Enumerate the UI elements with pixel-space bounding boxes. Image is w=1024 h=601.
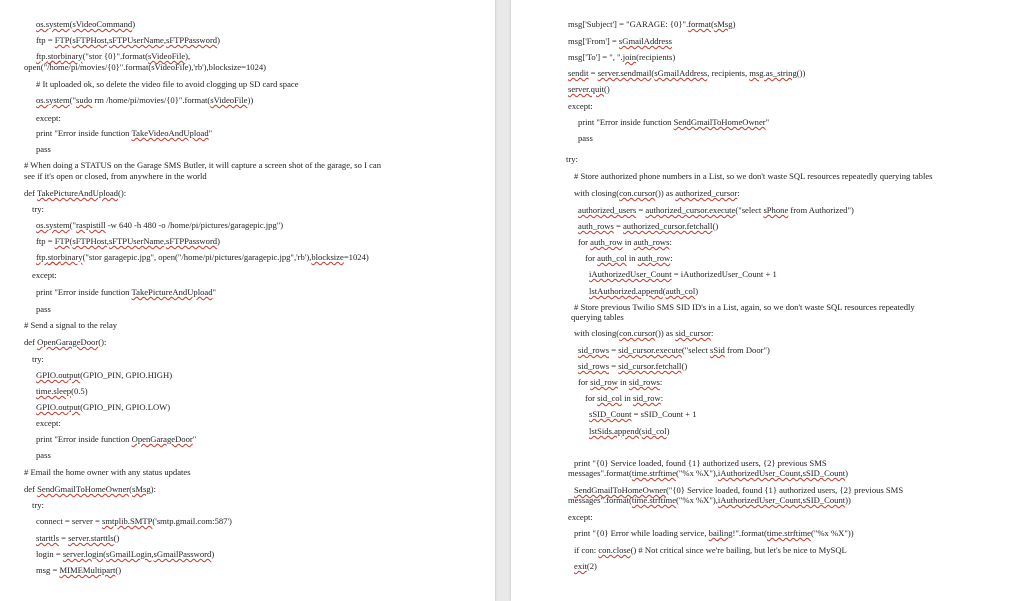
code-line: sendit = server.sendmail(sGmailAddress, recipients, msg.as_string())	[568, 68, 806, 78]
code-line: open("/home/pi/movies/{0}".format(sVideoFile),'rb'),blocksize=1024)	[24, 62, 267, 72]
code-line: auth_rows = authorized_cursor.fetchall()	[578, 221, 719, 231]
code-line: with closing(con.cursor()) as sid_cursor:	[574, 328, 714, 338]
code-line: except:	[568, 512, 593, 522]
code-line: try:	[32, 204, 44, 214]
code-line: msg['To'] = ", ".join(recipients)	[568, 52, 676, 62]
code-line: server.quit()	[568, 84, 610, 94]
code-line: # Store previous Twilio SMS SID ID's in a List, again, so we don't waste SQL resources repeatedly	[574, 302, 915, 312]
code-line: # When doing a STATUS on the Garage SMS Butler, it will capture a screen shot of the garage, so I can	[24, 160, 382, 170]
code-line: msg = MIMEMultipart()	[36, 565, 122, 575]
code-line: time.sleep(0.5)	[36, 386, 88, 396]
code-line: print "Error inside function TakeVideoAndUpload"	[36, 128, 213, 138]
code-line: for sid_row in sid_rows:	[578, 377, 663, 387]
code-line: os.system(sVideoCommand)	[36, 19, 136, 29]
code-line: ftp.storbinary("stor {0}".format(sVideoFile),	[36, 51, 191, 61]
code-line: lstAuthorized.append(auth_col)	[589, 286, 699, 296]
code-line: see if it's open or closed, from anywhere in the world	[24, 171, 207, 181]
code-line: print "Error inside function SendGmailToHomeOwner"	[578, 117, 770, 127]
code-line: for auth_col in auth_row:	[585, 253, 673, 263]
code-line: # Email the home owner with any status updates	[24, 467, 191, 477]
code-line: exit(2)	[574, 561, 597, 571]
code-line: try:	[32, 354, 44, 364]
code-line: print "{0} Error while loading service, bailing!".format(time.strftime("%x %X"))	[574, 528, 854, 538]
code-line: except:	[36, 113, 61, 123]
code-line: GPIO.output(GPIO_PIN, GPIO.HIGH)	[36, 370, 173, 380]
code-line: print "Error inside function OpenGarageDoor"	[36, 434, 197, 444]
code-line: sid_rows = sid_cursor.execute("select sSid from Door")	[578, 345, 770, 355]
document-page-left	[0, 0, 495, 601]
code-line: pass	[36, 144, 51, 154]
code-line: except:	[568, 101, 593, 111]
code-line: if con: con.close() # Not critical since we're bailing, but let's be nice to MySQL	[574, 545, 847, 555]
code-line: ftp = FTP(sFTPHost,sFTPUserName,sFTPPassword)	[36, 35, 220, 45]
code-line: ftp = FTP(sFTPHost,sFTPUserName,sFTPPassword)	[36, 236, 220, 246]
code-line: sSID_Count = sSID_Count + 1	[589, 409, 697, 419]
code-line: msg['Subject'] = "GARAGE: {0}".format(sMsg)	[568, 19, 736, 29]
code-line: querying tables	[571, 312, 624, 322]
code-line: os.system("sudo rm /home/pi/movies/{0}".format(sVideoFile))	[36, 95, 254, 105]
code-line: msg['From'] = sGmailAddress	[568, 36, 672, 46]
code-line: SendGmailToHomeOwner("{0} Service loaded, found {1} authorized users, {2} previous SMS	[574, 485, 904, 495]
code-line: # Send a signal to the relay	[24, 320, 118, 330]
code-line: GPIO.output(GPIO_PIN, GPIO.LOW)	[36, 402, 171, 412]
code-line: for auth_row in auth_rows:	[578, 237, 672, 247]
code-line: messages".format(time.strftime("%x %X"),iAuthorizedUser_Count,sSID_Count)	[568, 468, 849, 478]
document-page-right	[511, 0, 1024, 601]
code-line: sid_rows = sid_cursor.fetchall()	[578, 361, 688, 371]
code-line: def OpenGarageDoor():	[24, 337, 107, 347]
code-line: except:	[32, 270, 57, 280]
code-line: except:	[36, 418, 61, 428]
code-line: try:	[32, 500, 44, 510]
code-line: lstSids.append(sid_col)	[589, 426, 670, 436]
code-line: # Store authorized phone numbers in a List, so we don't waste SQL resources repeatedly querying tables	[574, 171, 933, 181]
code-line: try:	[566, 154, 578, 164]
code-line: def SendGmailToHomeOwner(sMsg):	[24, 484, 156, 494]
code-line: # It uploaded ok, so delete the video file to avoid clogging up SD card space	[36, 79, 299, 89]
code-line: print "Error inside function TakePictureAndUpload"	[36, 287, 217, 297]
code-line: os.system("raspistill -w 640 -h 480 -o /home/pi/pictures/garagepic.jpg")	[36, 220, 284, 230]
code-line: starttls = server.starttls()	[36, 533, 120, 543]
code-line: login = server.login(sGmailLogin,sGmailPassword)	[36, 549, 215, 559]
code-line: for sid_col in sid_row:	[585, 393, 664, 403]
code-line: connect = server = smtplib.SMTP('smtp.gmail.com:587')	[36, 516, 232, 526]
code-line: iAuthorizedUser_Count = iAuthorizedUser_Count + 1	[589, 269, 777, 279]
code-line: with closing(con.cursor()) as authorized_cursor:	[574, 188, 740, 198]
code-line: authorized_users = authorized_cursor.execute("select sPhone from Authorized")	[578, 205, 854, 215]
code-line: pass	[36, 450, 51, 460]
code-line: print "{0} Service loaded, found {1} authorized users, {2} previous SMS	[574, 458, 827, 468]
code-line: messages".format(time.strftime("%x %X"),iAuthorizedUser_Count,sSID_Count))	[568, 495, 851, 505]
code-line: pass	[578, 133, 593, 143]
code-line: ftp.storbinary("stor garagepic.jpg", open("/home/pi/pictures/garagepic.jpg",'rb'),blocksize=1024)	[36, 252, 369, 262]
code-line: def TakePictureAndUpload():	[24, 188, 127, 198]
code-line: pass	[36, 304, 51, 314]
